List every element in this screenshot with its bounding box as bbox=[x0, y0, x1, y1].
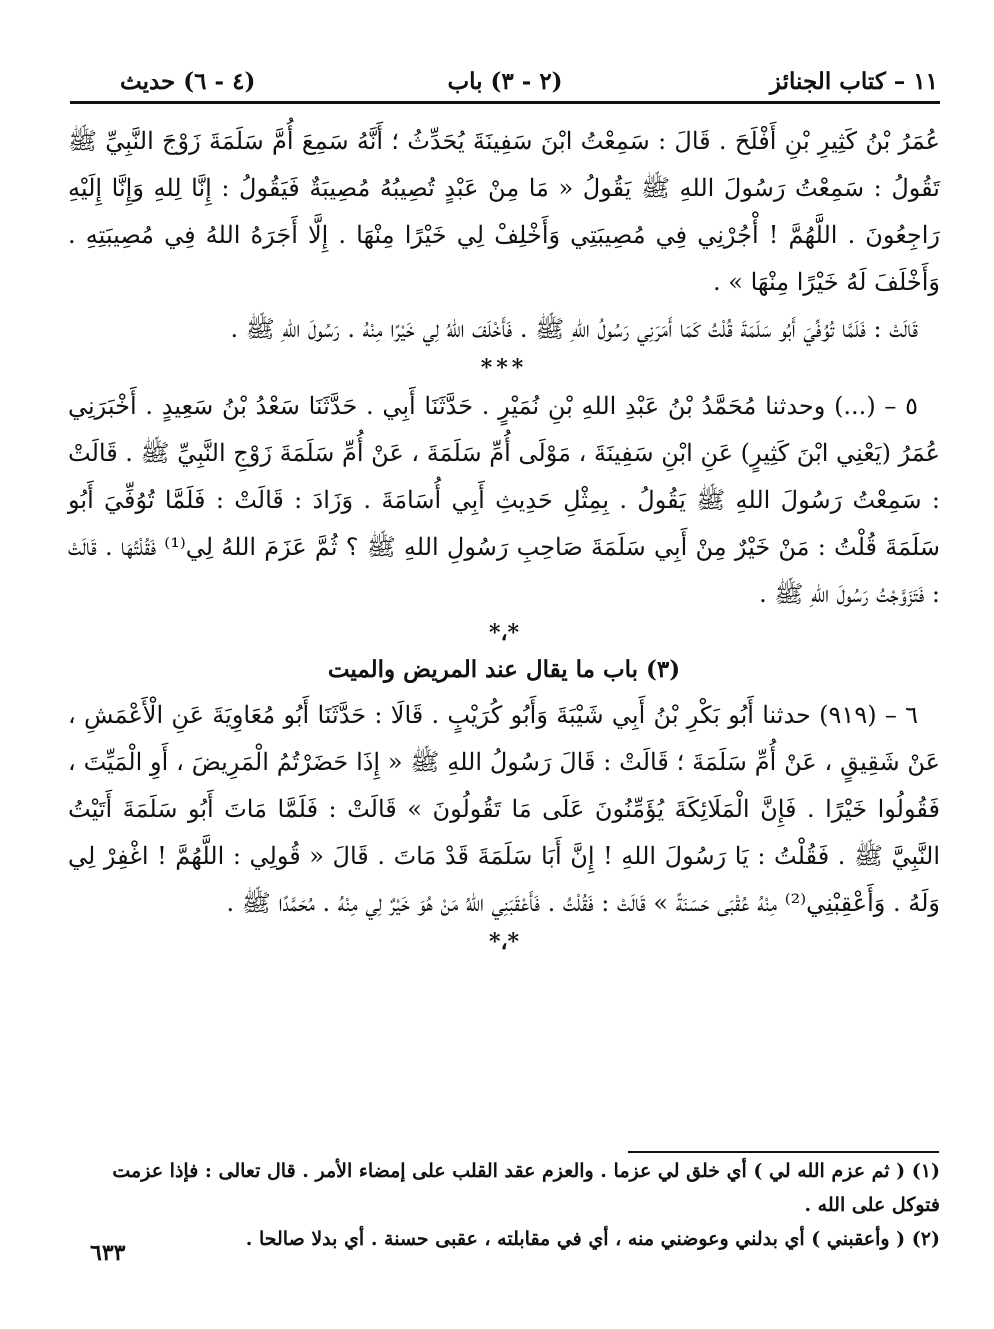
footnote-divider bbox=[628, 1151, 939, 1153]
page-number: ٦٣٣ bbox=[90, 1240, 126, 1266]
section-separator-ornament: *،* bbox=[488, 620, 520, 646]
main-text bbox=[68, 118, 940, 957]
header-hadith-range: (٤ - ٦) حديث bbox=[120, 68, 256, 95]
running-header bbox=[72, 68, 938, 102]
hadith-paragraph-1: عُمَرُ بْنُ كَثِيرِ بْنِ أَفْلَحَ . قَالَ : سَمِعْتُ ابْنَ سَفِينَةَ يُحَدِّثُ ؛ أَنَّهُ سَمِعَ أُمَّ سَلَمَةَ زَوْجَ النَّبِيِّ ﷺ تَقُولُ : سَمِعْتُ رَسُولَ اللهِ ﷺ يَقُولُ « مَا مِنْ عَبْدٍ تُصِيبُهُ مُصِيبَةٌ فَيَقُولُ : إِنَّا لِلهِ وَإِنَّا إِلَيْهِ رَاجِعُونَ . اللَّهُمَّ ! أْجُرْنِي فِي مُصِيبَتِي وَأَخْلِفْ لِي خَيْرًا مِنْهَا . إِلَّا أَجَرَهُ اللهُ فِي مُصِيبَتِهِ . وَأَخْلَفَ لَهُ خَيْرًا مِنْهَا » . bbox=[68, 127, 940, 296]
header-bab-range: (٢ - ٣) باب bbox=[447, 68, 563, 95]
section-separator-stars: *** bbox=[480, 355, 528, 381]
chapter-heading: (٣) باب ما يقال عند المريض والميت bbox=[327, 656, 681, 683]
hadith-5: ٥ – (...) وحدثنا مُحَمَّدُ بْنُ عَبْدِ اللهِ بْنِ نُمَيْرٍ . حَدَّثَنَا أَبِي . حَدَّثَنَا سَعْدُ بْنُ سَعِيدٍ . أَخْبَرَنِي عُمَرُ (يَعْنِي ابْنَ كَثِيرٍ) عَنِ ابْنِ سَفِينَةَ ، مَوْلَى أُمِّ سَلَمَةَ ، عَنْ أُمِّ سَلَمَةَ زَوْجِ النَّبِيِّ ﷺ . قَالَتْ : سَمِعْتُ رَسُولَ اللهِ ﷺ يَقُولُ . بِمِثْلِ حَدِيثِ أَبِي أُسَامَةَ . وَزَادَ : قَالَتْ : فَلَمَّا تُوُفِّيَ أَبُو سَلَمَةَ قُلْتُ : مَنْ خَيْرٌ مِنْ أَبِي سَلَمَةَ صَاحِبِ رَسُولِ اللهِ ﷺ ؟ ثُمَّ عَزَمَ اللهُ لِي⁽¹⁾ فَقُلْتُهَا . قَالَتْ : فَتَزَوَّجْتُ رَسُولَ اللهِ ﷺ . bbox=[68, 392, 940, 608]
footnote-2: (٢) ( وأعقبني ) أي بدلني وعوضني منه ، أي في مقابلته ، عقبى حسنة . أي بدلا صالحا . bbox=[245, 1228, 940, 1250]
footnote-1: (١) ( ثم عزم الله لي ) أي خلق لي عزما . والعزم عقد القلب على إمضاء الأمر . قال تعالى : فإذا عزمت فتوكل على الله . bbox=[112, 1160, 940, 1216]
header-divider bbox=[70, 101, 940, 104]
hadith-paragraph-2: قَالَتْ : فَلَمَّا تُوُفِّيَ أَبُو سَلَمَةَ قُلْتُ كَمَا أَمَرَنِي رَسُولُ اللهِ ﷺ . فَأَخْلَفَ اللهُ لِي خَيْرًا مِنْهُ . رَسُولَ اللهِ ﷺ . bbox=[230, 315, 918, 343]
header-book-title: ١١ – كتاب الجنائز bbox=[769, 68, 938, 95]
hadith-6: ٦ – (٩١٩) حدثنا أَبُو بَكْرِ بْنُ أَبِي شَيْبَةَ وَأَبُو كُرَيْبٍ . قَالَا : حَدَّثَنَا أَبُو مُعَاوِيَةَ عَنِ الْأَعْمَشِ ، عَنْ شَقِيقٍ ، عَنْ أُمِّ سَلَمَةَ ؛ قَالَتْ : قَالَ رَسُولُ اللهِ ﷺ « إِذَا حَضَرْتُمُ الْمَرِيضَ ، أَوِ الْمَيِّتَ ، فَقُولُوا خَيْرًا . فَإِنَّ الْمَلَائِكَةَ يُؤَمِّنُونَ عَلَى مَا تَقُولُونَ » قَالَتْ : فَلَمَّا مَاتَ أَبُو سَلَمَةَ أَتَيْتُ النَّبِيَّ ﷺ . فَقُلْتُ : يَا رَسُولَ اللهِ ! إِنَّ أَبَا سَلَمَةَ قَدْ مَاتَ . قَالَ « قُولِي : اللَّهُمَّ ! اغْفِرْ لِي وَلَهُ . وَأَعْقِبْنِي⁽²⁾ مِنْهُ عُقْبَى حَسَنَةً » قَالَتْ : فَقُلْتُ . فَأَعْقَبَنِي اللهُ مَنْ هُوَ خَيْرٌ لِي مِنْهُ . مُحَمَّدًا ﷺ . bbox=[68, 701, 940, 917]
section-separator-ornament-end: *،* bbox=[488, 929, 520, 955]
